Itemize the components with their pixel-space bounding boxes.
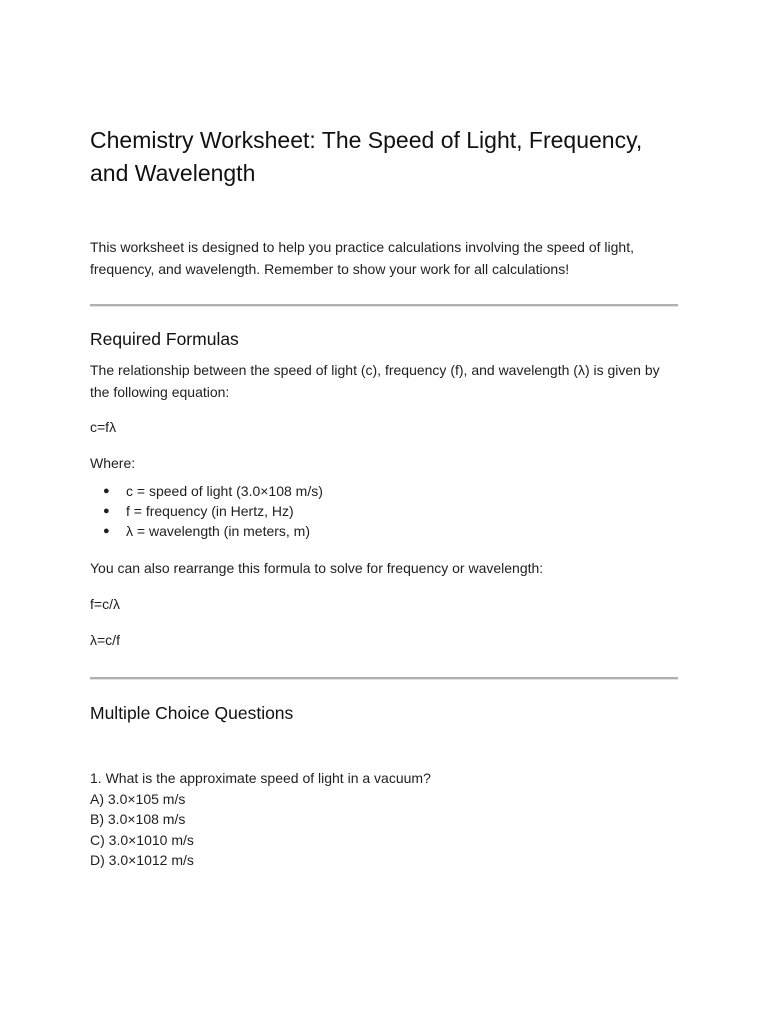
page-title: Chemistry Worksheet: The Speed of Light, Frequency, and Wavelength	[90, 127, 643, 186]
formulas-heading: Required Formulas	[90, 329, 239, 349]
bullet-icon: ●	[103, 485, 110, 497]
frequency-equation: f=c/λ	[90, 596, 120, 612]
question-prompt: 1. What is the approximate speed of light in a vacuum?	[90, 770, 431, 786]
definition-text: c = speed of light (3.0×108 m/s)	[126, 483, 323, 499]
relationship-paragraph: The relationship between the speed of light (c), frequency (f), and wavelength (λ) is given by the following equation:	[90, 362, 660, 400]
answer-option: C) 3.0×1010 m/s	[90, 831, 194, 848]
section-divider	[90, 677, 678, 679]
bullet-icon: ●	[103, 505, 110, 517]
list-item	[90, 481, 323, 501]
where-label: Where:	[90, 455, 136, 471]
definition-text: f = frequency (in Hertz, Hz)	[126, 503, 294, 519]
wavelength-equation: λ=c/f	[90, 632, 120, 648]
rearrange-paragraph: You can also rearrange this formula to solve for frequency or wavelength:	[90, 560, 544, 576]
section-divider	[90, 304, 678, 306]
list-item	[90, 521, 323, 541]
question-block	[90, 768, 431, 871]
intro-paragraph: This worksheet is designed to help you practice calculations involving the speed of light, frequency, and wavelength. Remember to show your work for all calculations!	[90, 239, 634, 277]
answer-option: B) 3.0×108 m/s	[90, 811, 186, 827]
main-equation: c=fλ	[90, 419, 117, 435]
list-item	[90, 501, 323, 521]
answer-option: A) 3.0×105 m/s	[90, 790, 186, 807]
bullet-icon: ●	[103, 525, 110, 537]
answer-option: D) 3.0×1012 m/s	[90, 852, 194, 868]
mcq-heading: Multiple Choice Questions	[90, 703, 294, 723]
definition-text: λ = wavelength (in meters, m)	[126, 523, 311, 539]
definitions-list	[90, 481, 323, 541]
